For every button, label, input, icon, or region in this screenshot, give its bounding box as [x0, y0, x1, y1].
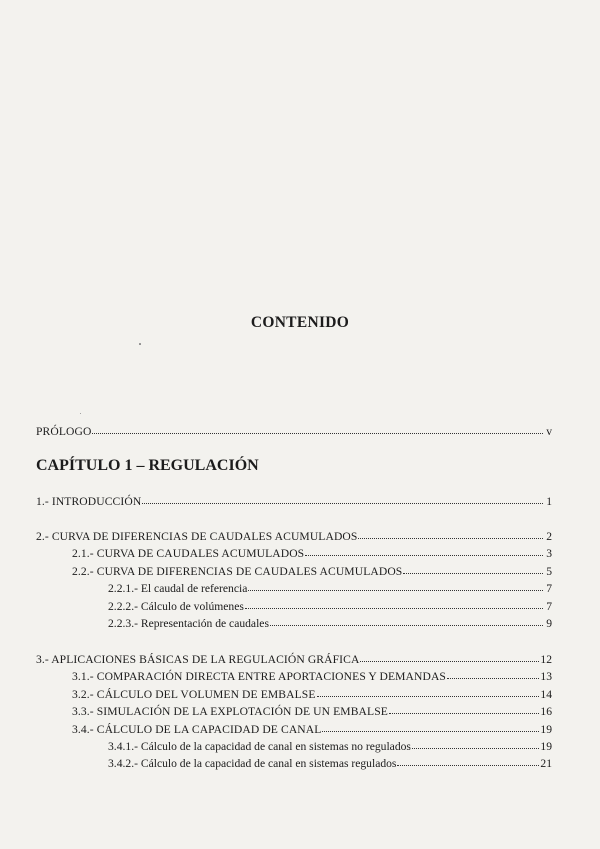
toc-entry [72, 704, 552, 719]
toc-page-number: 9 [546, 617, 552, 630]
toc-leader-dots [317, 686, 540, 697]
toc-leader-dots [322, 721, 539, 732]
toc-leader-dots [270, 615, 543, 626]
toc-leader-dots [92, 423, 543, 434]
toc-leader-dots [305, 545, 543, 556]
toc-page-number: 7 [546, 600, 552, 613]
toc-entry [72, 546, 552, 561]
toc-entry [36, 652, 552, 667]
toc-entry [36, 494, 552, 509]
toc-entry [72, 687, 552, 702]
page-title: CONTENIDO [250, 314, 350, 331]
toc-page-number: v [546, 425, 552, 438]
toc-entry-label: 2.2.3.- Representación de caudales [108, 617, 269, 630]
toc-entry [108, 581, 552, 596]
toc-page-number: 21 [540, 757, 552, 770]
toc-entry-label: 3.- APLICACIONES BÁSICAS DE LA REGULACIÓN GRÁFICA [36, 653, 360, 666]
scan-speck [139, 343, 141, 345]
toc-entry [108, 599, 552, 614]
toc-entry-label: 3.2.- CÁLCULO DEL VOLUMEN DE EMBALSE [72, 688, 316, 701]
toc-entry-label: 2.2.2.- Cálculo de volúmenes [108, 600, 244, 613]
toc-entry-label: 2.1.- CURVA DE CAUDALES ACUMULADOS [72, 547, 305, 560]
toc-entry-label: 3.1.- COMPARACIÓN DIRECTA ENTRE APORTACIONES Y DEMANDAS [72, 670, 446, 683]
toc-entry-label: 3.3.- SIMULACIÓN DE LA EXPLOTACIÓN DE UN EMBALSE [72, 705, 388, 718]
toc-page-number: 19 [540, 723, 552, 736]
toc-entry [108, 739, 552, 754]
toc-page-number: 12 [540, 653, 552, 666]
toc-page-number: 3 [546, 547, 552, 560]
toc-page-number: 16 [540, 705, 552, 718]
toc-entry-label: 3.4.- CÁLCULO DE LA CAPACIDAD DE CANAL [72, 723, 322, 736]
toc-page-number: 19 [540, 740, 552, 753]
toc-page-number: 13 [540, 670, 552, 683]
toc-entry [72, 564, 552, 579]
toc-leader-dots [412, 738, 539, 749]
toc-leader-dots [360, 651, 539, 662]
chapter-heading: CAPÍTULO 1 – REGULACIÓN [36, 457, 259, 474]
toc-page-number: 5 [546, 565, 552, 578]
toc-entry-label: 2.2.- CURVA DE DIFERENCIAS DE CAUDALES ACUMULADOS [72, 565, 403, 578]
toc-leader-dots [389, 703, 539, 714]
toc-leader-dots [403, 563, 543, 574]
toc-leader-dots [248, 580, 543, 591]
toc-entry [36, 529, 552, 544]
toc-page-number: 14 [540, 688, 552, 701]
toc-leader-dots [358, 528, 543, 539]
toc-leader-dots [142, 493, 543, 504]
toc-entry-label: 1.- INTRODUCCIÓN [36, 495, 142, 508]
toc-page-number: 2 [546, 530, 552, 543]
toc-entry [72, 722, 552, 737]
toc-page-number: 1 [546, 495, 552, 508]
toc-leader-dots [397, 755, 539, 766]
toc-entry [108, 756, 552, 771]
toc-entry-label: 2.- CURVA DE DIFERENCIAS DE CAUDALES ACUMULADOS [36, 530, 358, 543]
toc-entry-label: 3.4.2.- Cálculo de la capacidad de canal en sistemas regulados [108, 757, 397, 770]
toc-entry [72, 669, 552, 684]
toc-entry-label: PRÓLOGO [36, 425, 92, 438]
scan-speck [80, 413, 81, 414]
toc-entry [108, 616, 552, 631]
toc-leader-dots [245, 598, 543, 609]
toc-entry-prologue [36, 424, 552, 439]
toc-entry-label: 2.2.1.- El caudal de referencia [108, 582, 248, 595]
toc-leader-dots [447, 668, 539, 679]
toc-page-number: 7 [546, 582, 552, 595]
toc-entry-label: 3.4.1.- Cálculo de la capacidad de canal en sistemas no regulados [108, 740, 411, 753]
